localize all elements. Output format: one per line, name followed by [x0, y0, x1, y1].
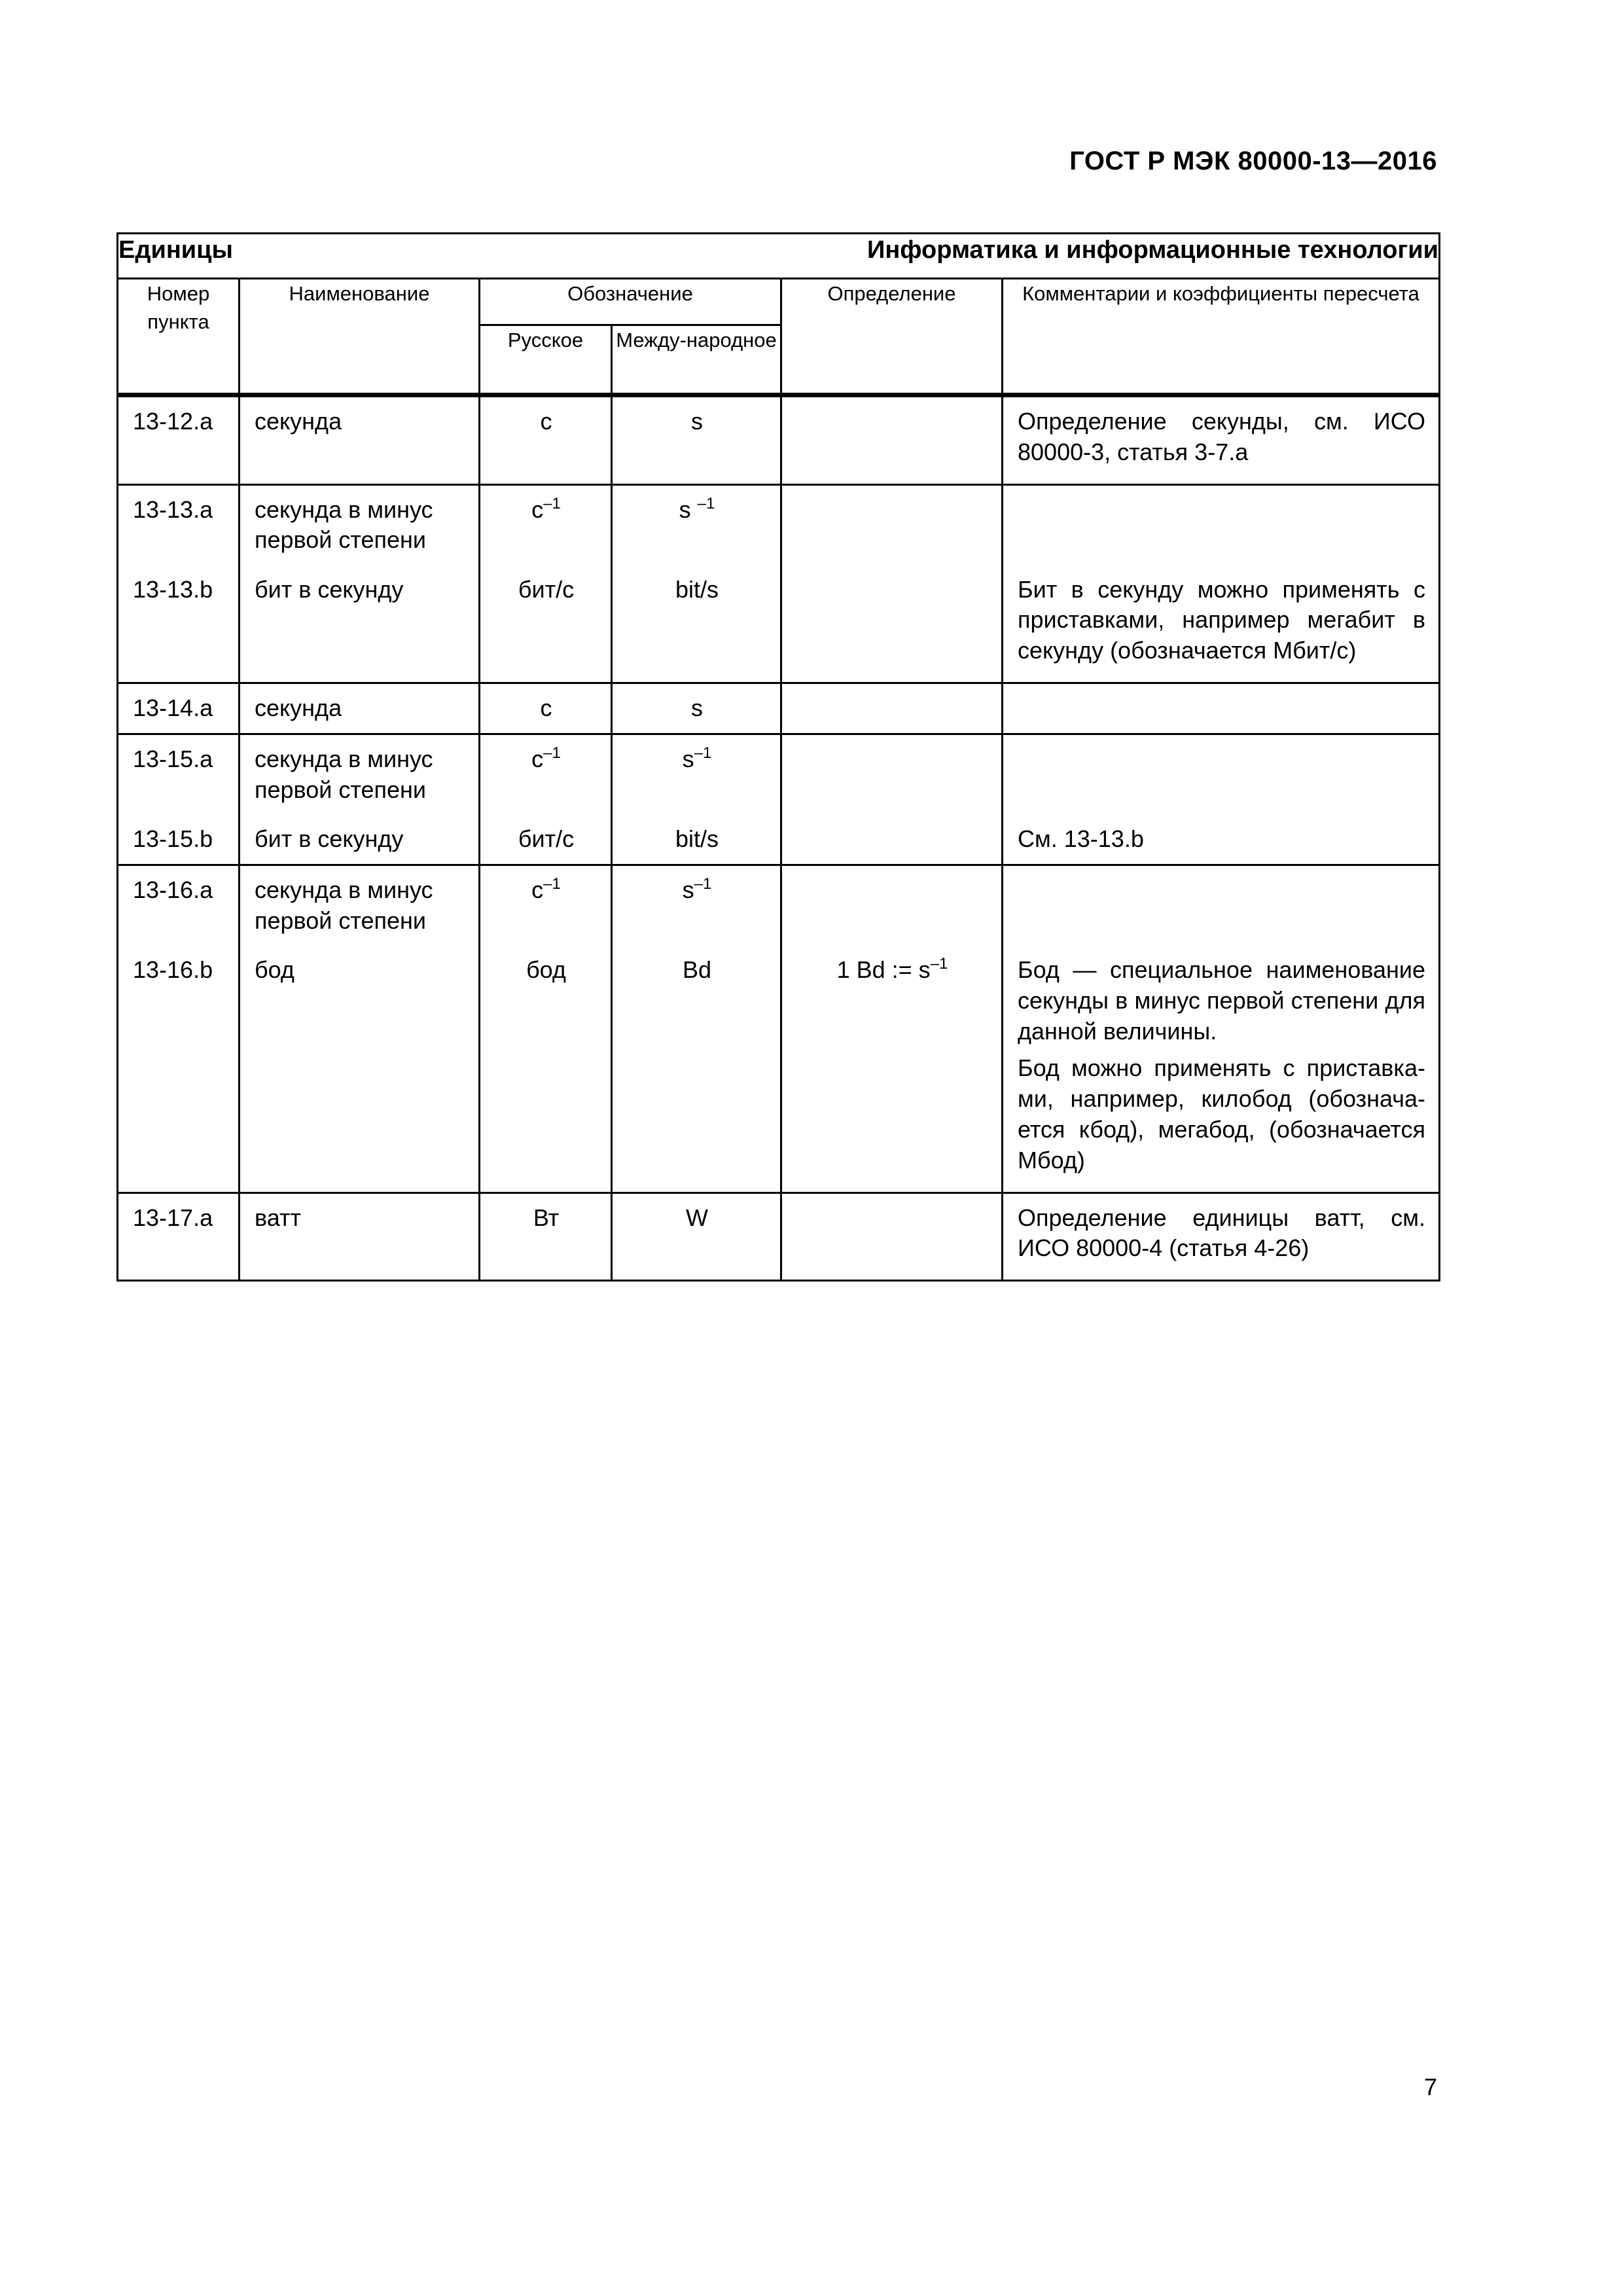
- item-number-text: 13-12.a: [133, 408, 213, 435]
- table-body: [118, 395, 1440, 1281]
- header-name: Наименование: [240, 279, 480, 395]
- header-item-number: Номер пункта: [118, 279, 240, 395]
- russian-symbol-text: с: [531, 495, 544, 523]
- comment-cell: [1003, 734, 1440, 865]
- russian-symbol-cell: [480, 1193, 612, 1281]
- item-number-text: 13-13.a: [133, 495, 213, 523]
- name-cell: [240, 734, 480, 865]
- international-symbol-text: s: [682, 745, 694, 772]
- international-symbol-text: s: [691, 694, 703, 721]
- item-number-text: 13-13.b: [133, 575, 213, 603]
- item-number-text: 13-17.a: [133, 1204, 213, 1231]
- exponent: –1: [694, 874, 712, 893]
- table-header-row: [118, 279, 1440, 325]
- header-designation: Обозначение: [480, 279, 781, 325]
- russian-symbol-text: с: [540, 694, 552, 721]
- item-number-text: 13-15.b: [133, 825, 213, 852]
- name-cell: [240, 395, 480, 485]
- name-cell: [240, 484, 480, 683]
- table-row: [118, 484, 1440, 683]
- international-symbol-cell: [612, 683, 781, 734]
- comment-paragraph: Бод — специальное наименование секунды в минус первой степени для данной величины.: [1018, 956, 1425, 1045]
- definition-cell: [781, 484, 1003, 683]
- definition-cell: [781, 1193, 1003, 1281]
- exponent: –1: [543, 744, 561, 762]
- item-number-text: 13-15.a: [133, 745, 213, 772]
- russian-symbol-text: с: [531, 876, 544, 903]
- item-number-cell: [118, 484, 240, 683]
- comment-paragraph: Определение единицы ватт, см. ИСО 80000-4 (статья 4-26): [1018, 1204, 1425, 1262]
- exponent: –1: [543, 874, 561, 893]
- header-comments: Комментарии и коэффициенты пересчета: [1003, 279, 1440, 395]
- comment-paragraph: Бод можно применять с приставка-ми, например, килобод (обознача-ется кбод), мегабод, (обозначается Мбод): [1018, 1054, 1425, 1174]
- russian-symbol-cell: [480, 865, 612, 1193]
- russian-symbol-cell: [480, 395, 612, 485]
- international-symbol-cell: [612, 865, 781, 1193]
- definition-cell: [781, 683, 1003, 734]
- russian-symbol-text: бод: [526, 956, 566, 983]
- russian-symbol-text: с: [540, 408, 552, 435]
- comment-cell: [1003, 1193, 1440, 1281]
- name-cell: [240, 865, 480, 1193]
- table-title-row: [118, 234, 1440, 279]
- russian-symbol-text: бит/с: [518, 825, 575, 852]
- table-row: [118, 683, 1440, 734]
- name-cell: [240, 1193, 480, 1281]
- comment-cell: [1003, 865, 1440, 1193]
- name-text: секунда в минус первой степени: [255, 745, 433, 803]
- item-number-cell: [118, 865, 240, 1193]
- russian-symbol-text: бит/с: [518, 575, 575, 603]
- name-text: секунда: [255, 408, 342, 435]
- units-table: [116, 232, 1440, 1282]
- international-symbol-cell: [612, 484, 781, 683]
- definition-text: 1 Bd := s: [836, 956, 931, 983]
- russian-symbol-cell: [480, 734, 612, 865]
- item-number-text: 13-16.b: [133, 956, 213, 983]
- document-header: ГОСТ Р МЭК 80000-13—2016: [1069, 147, 1437, 175]
- international-symbol-text: s: [682, 876, 694, 903]
- name-text: ватт: [255, 1204, 301, 1231]
- russian-symbol-cell: [480, 484, 612, 683]
- table-row: [118, 865, 1440, 1193]
- item-number-text: 13-16.a: [133, 876, 213, 903]
- international-symbol-text: Bd: [682, 956, 712, 983]
- table-row: [118, 395, 1440, 485]
- item-number-cell: [118, 734, 240, 865]
- item-number-text: 13-14.a: [133, 694, 213, 721]
- header-definition: Определение: [781, 279, 1003, 395]
- header-international: Между-народное: [612, 325, 781, 395]
- international-symbol-cell: [612, 1193, 781, 1281]
- name-text: бит в секунду: [255, 575, 404, 603]
- name-text: секунда в минус первой степени: [255, 876, 433, 934]
- comment-paragraph: Бит в секунду можно применять с приставками, например мегабит в секунду (обозначается Мбит/с): [1018, 575, 1425, 664]
- definition-cell: [781, 395, 1003, 485]
- international-symbol-text: s: [691, 408, 703, 435]
- comment-paragraph: См. 13-13.b: [1018, 825, 1144, 852]
- item-number-cell: [118, 1193, 240, 1281]
- name-text: секунда в минус первой степени: [255, 495, 433, 554]
- international-symbol-cell: [612, 395, 781, 485]
- comment-paragraph: Определение секунды, см. ИСО 80000-3, статья 3-7.a: [1018, 408, 1425, 465]
- table-title-right: Информатика и информационные технологии: [867, 236, 1438, 264]
- exponent: –1: [930, 954, 948, 973]
- table-row: [118, 1193, 1440, 1281]
- international-symbol-text: W: [686, 1204, 708, 1231]
- table-title-left: Единицы: [118, 236, 233, 264]
- name-text: секунда: [255, 694, 342, 721]
- exponent: –1: [694, 744, 712, 762]
- table-row: [118, 734, 1440, 865]
- international-symbol-text: s: [679, 495, 698, 523]
- definition-cell: [781, 734, 1003, 865]
- international-symbol-text: bit/s: [675, 825, 719, 852]
- exponent: –1: [543, 494, 561, 512]
- name-cell: [240, 683, 480, 734]
- item-number-cell: [118, 395, 240, 485]
- international-symbol-cell: [612, 734, 781, 865]
- comment-cell: [1003, 395, 1440, 485]
- name-text: бит в секунду: [255, 825, 404, 852]
- russian-symbol-cell: [480, 683, 612, 734]
- name-text: бод: [255, 956, 294, 983]
- header-russian: Русское: [480, 325, 612, 395]
- russian-symbol-text: с: [531, 745, 544, 772]
- international-symbol-text: bit/s: [675, 575, 719, 603]
- comment-cell: [1003, 683, 1440, 734]
- definition-cell: [781, 865, 1003, 1193]
- comment-cell: [1003, 484, 1440, 683]
- item-number-cell: [118, 683, 240, 734]
- russian-symbol-text: Вт: [533, 1204, 560, 1231]
- page-number: 7: [1423, 2073, 1437, 2100]
- exponent: –1: [697, 494, 715, 512]
